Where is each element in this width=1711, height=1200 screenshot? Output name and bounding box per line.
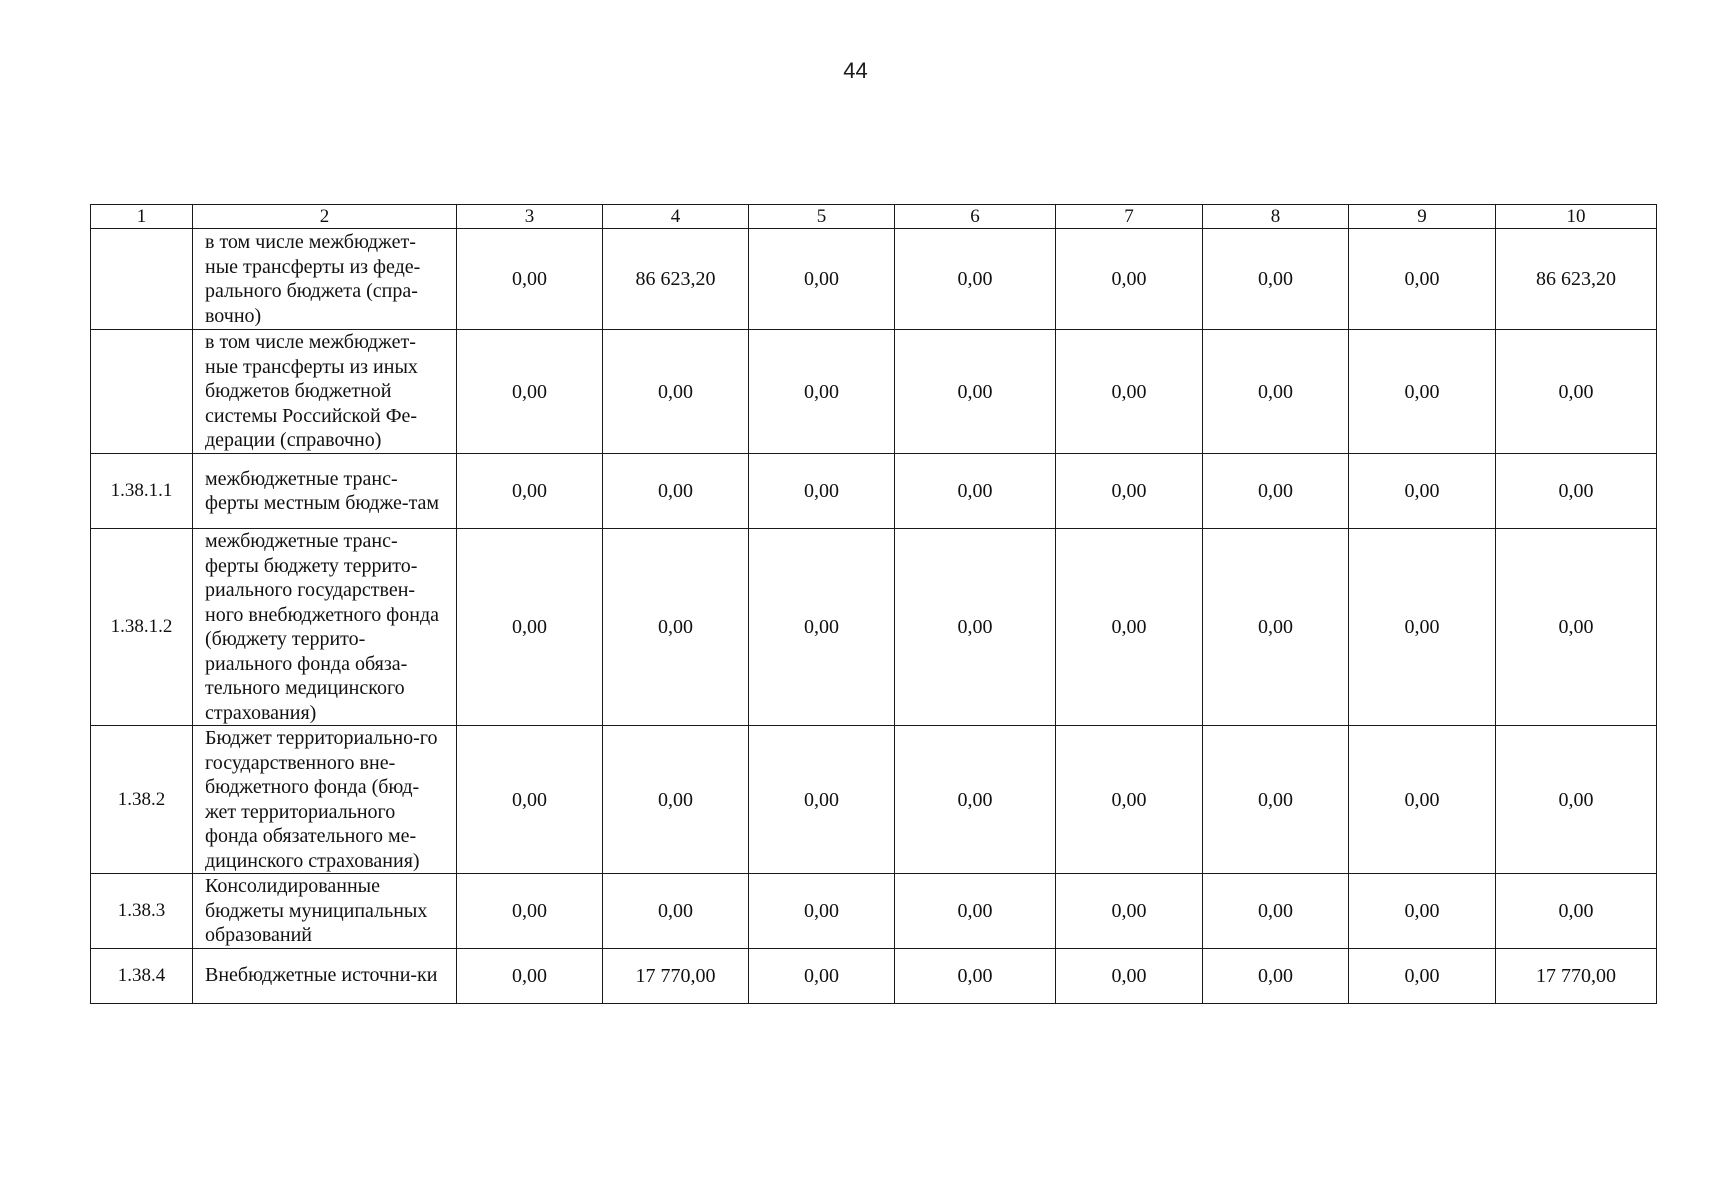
value-cell: 0,00 <box>1349 874 1496 949</box>
value-cell: 0,00 <box>457 874 603 949</box>
value-cell: 0,00 <box>1056 330 1203 454</box>
value-cell: 0,00 <box>749 948 895 1003</box>
value-cell: 0,00 <box>749 874 895 949</box>
value-cell: 0,00 <box>457 330 603 454</box>
value-cell: 0,00 <box>1496 874 1657 949</box>
column-number-header: 1 <box>91 205 193 229</box>
value-cell: 0,00 <box>1203 726 1349 874</box>
column-number-header: 3 <box>457 205 603 229</box>
value-cell: 0,00 <box>457 229 603 330</box>
row-name-cell: в том числе межбюджет-ные трансферты из феде-рального бюджета (спра-вочно) <box>193 229 457 330</box>
row-code-cell: 1.38.2 <box>91 726 193 874</box>
row-name-cell: межбюджетные транс-ферты местным бюдже-там <box>193 454 457 529</box>
column-number-header: 5 <box>749 205 895 229</box>
value-cell: 0,00 <box>895 330 1056 454</box>
value-cell: 0,00 <box>1056 948 1203 1003</box>
table-row <box>91 330 1657 454</box>
table-row <box>91 948 1657 1003</box>
table-row <box>91 454 1657 529</box>
row-name-cell: Консолидированные бюджеты муниципальных образований <box>193 874 457 949</box>
value-cell: 0,00 <box>1349 229 1496 330</box>
row-name-cell: межбюджетные транс-ферты бюджету террито-риального государствен-ного внебюджетного фонда (бюджету террито-риального фонда обяза-тельного медицинского страхования) <box>193 529 457 726</box>
value-cell: 0,00 <box>603 726 749 874</box>
row-code-cell: 1.38.4 <box>91 948 193 1003</box>
value-cell: 86 623,20 <box>1496 229 1657 330</box>
table-row <box>91 529 1657 726</box>
value-cell: 0,00 <box>1203 529 1349 726</box>
value-cell: 86 623,20 <box>603 229 749 330</box>
table-row <box>91 229 1657 330</box>
value-cell: 0,00 <box>1203 948 1349 1003</box>
value-cell: 0,00 <box>895 948 1056 1003</box>
value-cell: 0,00 <box>895 874 1056 949</box>
table-row <box>91 874 1657 949</box>
column-number-header: 9 <box>1349 205 1496 229</box>
column-number-header: 4 <box>603 205 749 229</box>
column-number-header: 6 <box>895 205 1056 229</box>
table-body <box>91 205 1657 1004</box>
value-cell: 0,00 <box>1056 454 1203 529</box>
row-code-cell: 1.38.3 <box>91 874 193 949</box>
value-cell: 0,00 <box>749 454 895 529</box>
value-cell: 0,00 <box>603 529 749 726</box>
value-cell: 0,00 <box>1203 454 1349 529</box>
row-code-cell: 1.38.1.1 <box>91 454 193 529</box>
value-cell: 0,00 <box>603 454 749 529</box>
value-cell: 0,00 <box>749 330 895 454</box>
value-cell: 0,00 <box>1349 948 1496 1003</box>
column-number-header: 2 <box>193 205 457 229</box>
value-cell: 0,00 <box>457 454 603 529</box>
budget-table <box>90 204 1657 1004</box>
row-name-cell: Внебюджетные источни-ки <box>193 948 457 1003</box>
value-cell: 0,00 <box>1496 454 1657 529</box>
value-cell: 0,00 <box>895 726 1056 874</box>
row-code-cell <box>91 229 193 330</box>
value-cell: 0,00 <box>1056 726 1203 874</box>
column-number-header: 10 <box>1496 205 1657 229</box>
value-cell: 0,00 <box>895 454 1056 529</box>
value-cell: 0,00 <box>1496 726 1657 874</box>
row-name-cell: в том числе межбюджет-ные трансферты из иных бюджетов бюджетной системы Российской Фе-дерации (справочно) <box>193 330 457 454</box>
value-cell: 0,00 <box>1056 874 1203 949</box>
column-number-row <box>91 205 1657 229</box>
value-cell: 0,00 <box>895 229 1056 330</box>
value-cell: 0,00 <box>1349 330 1496 454</box>
column-number-header: 8 <box>1203 205 1349 229</box>
value-cell: 0,00 <box>1056 229 1203 330</box>
value-cell: 0,00 <box>603 330 749 454</box>
page-number: 44 <box>843 58 868 83</box>
value-cell: 0,00 <box>1496 529 1657 726</box>
value-cell: 0,00 <box>457 726 603 874</box>
value-cell: 0,00 <box>1203 229 1349 330</box>
value-cell: 0,00 <box>1349 529 1496 726</box>
value-cell: 0,00 <box>749 529 895 726</box>
column-number-header: 7 <box>1056 205 1203 229</box>
value-cell: 0,00 <box>1203 874 1349 949</box>
value-cell: 0,00 <box>895 529 1056 726</box>
value-cell: 0,00 <box>1496 330 1657 454</box>
value-cell: 0,00 <box>1056 529 1203 726</box>
value-cell: 17 770,00 <box>603 948 749 1003</box>
value-cell: 0,00 <box>457 529 603 726</box>
value-cell: 17 770,00 <box>1496 948 1657 1003</box>
row-code-cell <box>91 330 193 454</box>
value-cell: 0,00 <box>1349 454 1496 529</box>
row-name-cell: Бюджет территориально-го государственного вне-бюджетного фонда (бюд-жет территориального фонда обязательного ме-дицинского страхования) <box>193 726 457 874</box>
table-row <box>91 726 1657 874</box>
value-cell: 0,00 <box>749 229 895 330</box>
row-code-cell: 1.38.1.2 <box>91 529 193 726</box>
value-cell: 0,00 <box>1203 330 1349 454</box>
value-cell: 0,00 <box>749 726 895 874</box>
value-cell: 0,00 <box>603 874 749 949</box>
value-cell: 0,00 <box>457 948 603 1003</box>
value-cell: 0,00 <box>1349 726 1496 874</box>
